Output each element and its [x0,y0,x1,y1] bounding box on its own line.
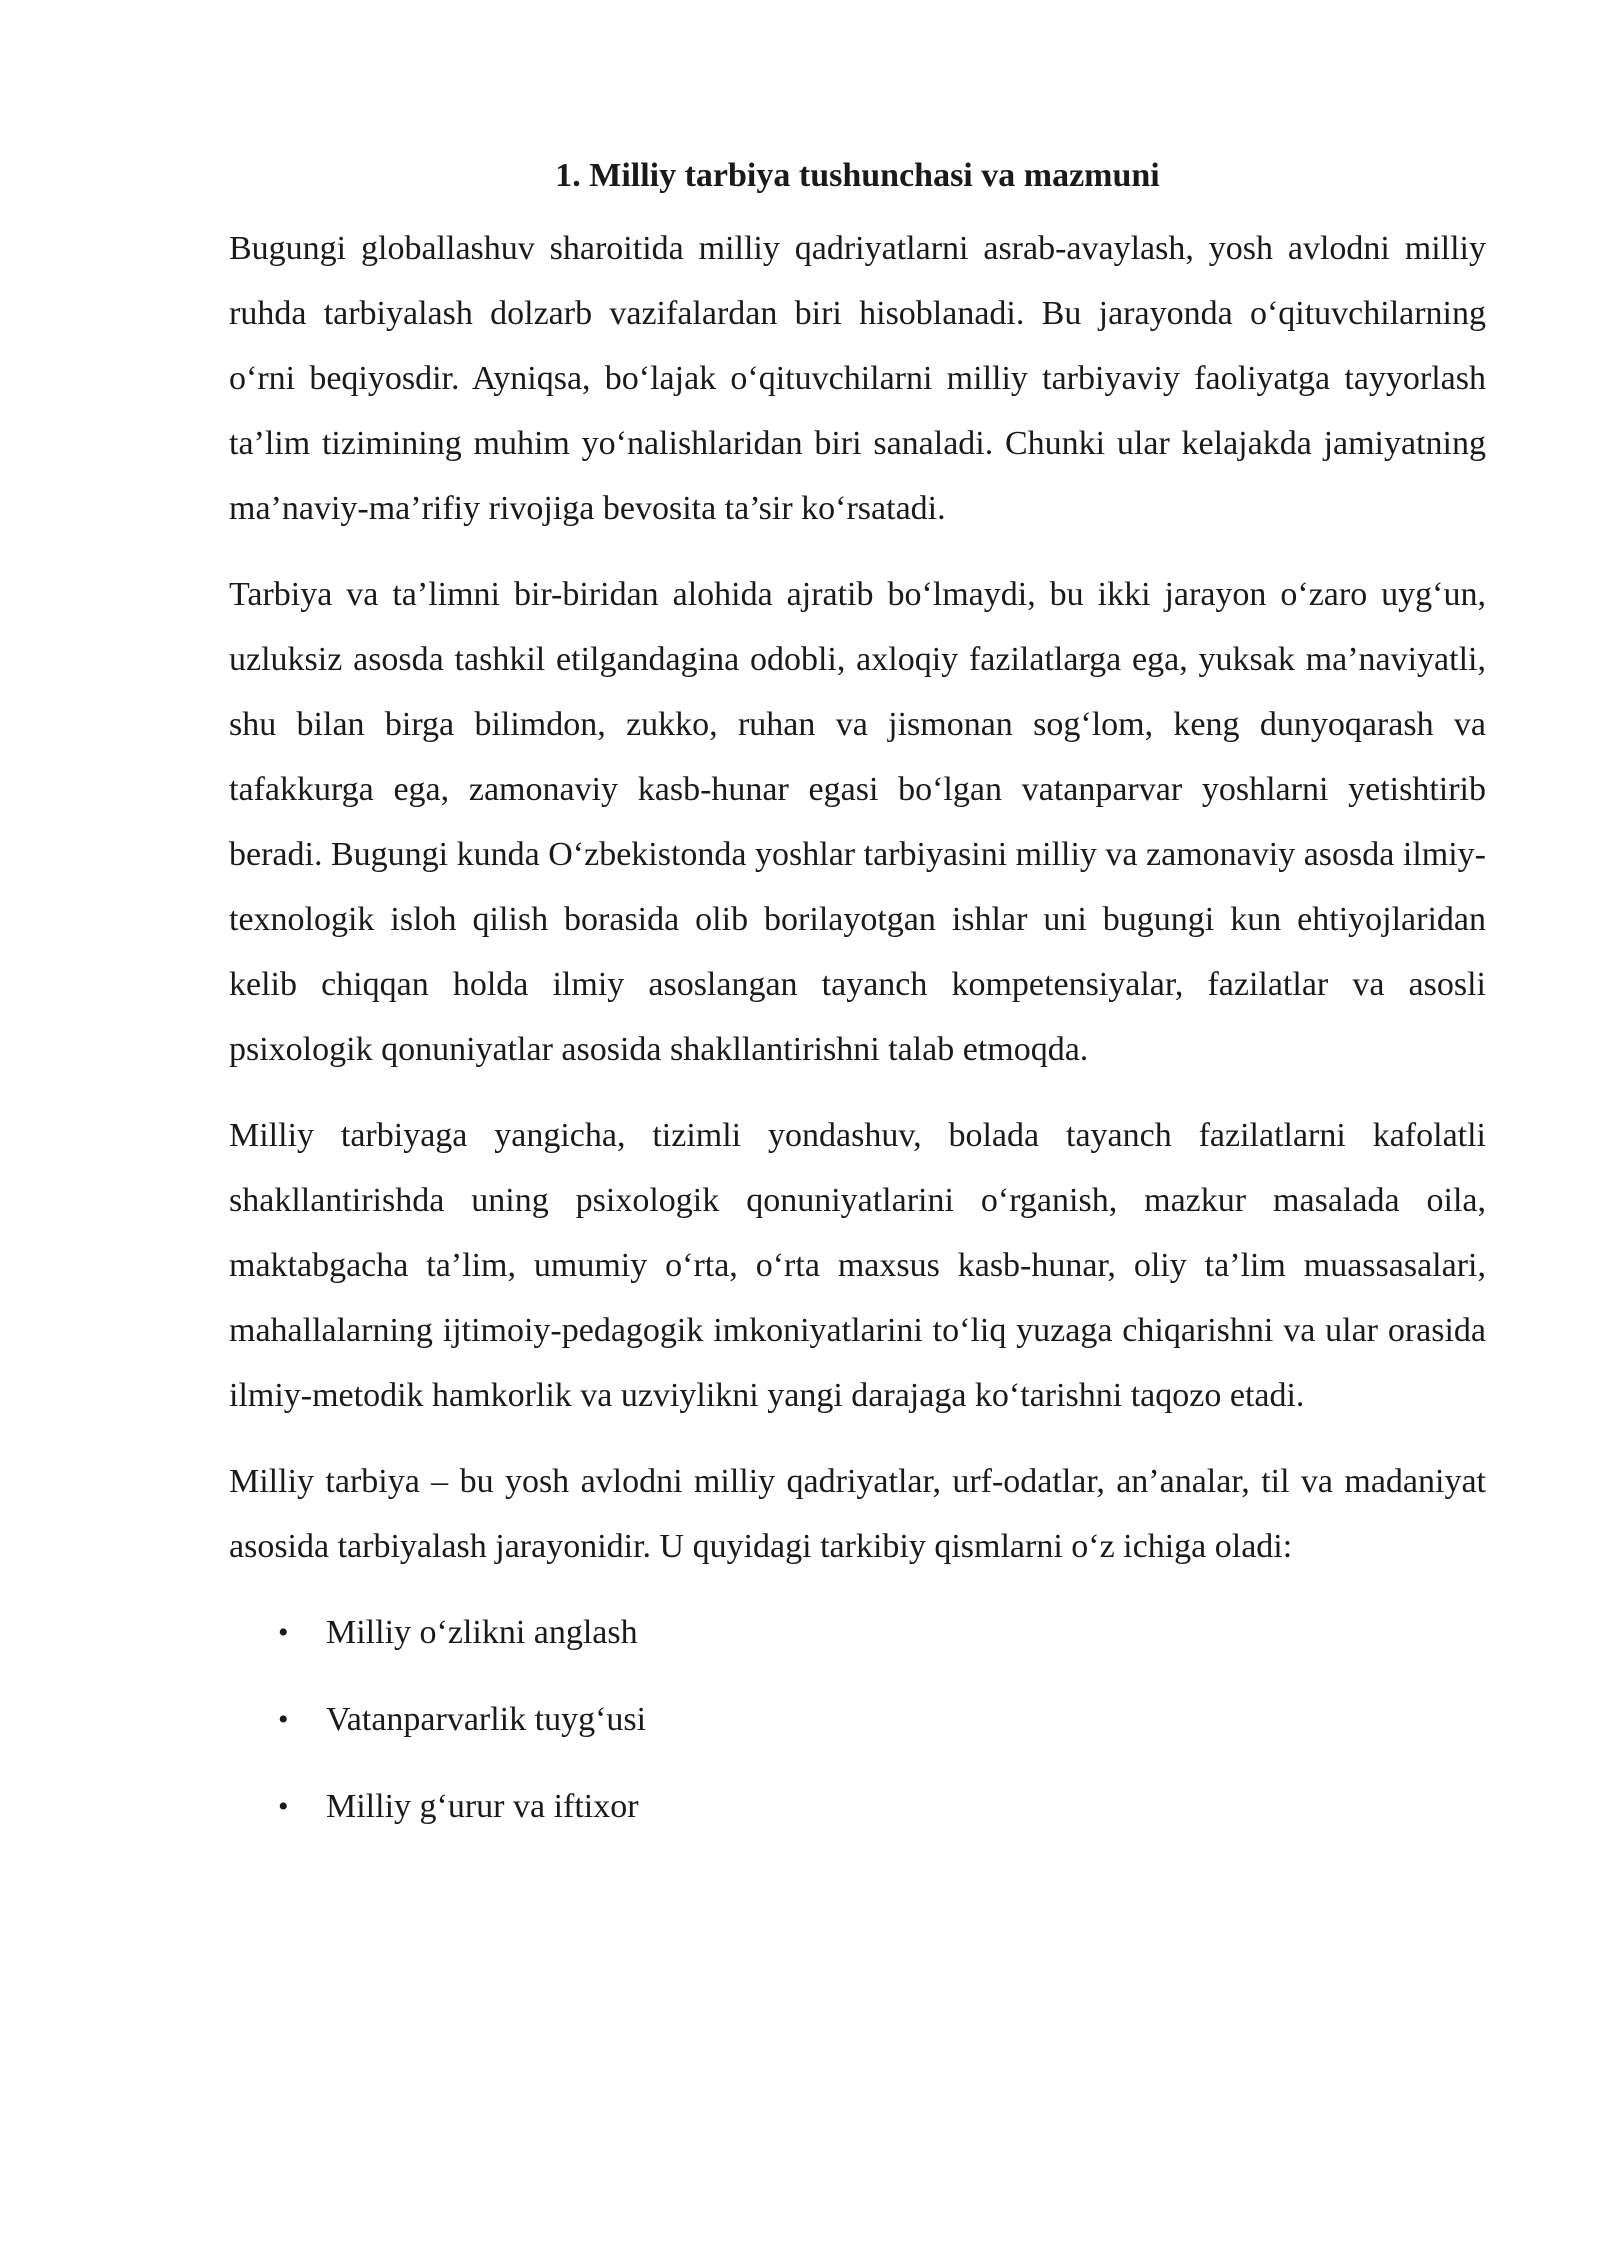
list-item [229,1600,1486,1665]
list-item [229,1687,1486,1752]
paragraph-4: Milliy tarbiya – bu yosh avlodni milliy qadriyatlar, urf-odatlar, an’analar, til va madaniyat asosida tarbiyalash jarayonidir. U quyidagi tarkibiy qismlarni o‘z ichiga oladi: [229,1463,1486,1565]
paragraph-3: Milliy tarbiyaga yangicha, tizimli yondashuv, bolada tayanch fazilatlarni kafolatli shakllantirishda uning psixologik qonuniyatlarini o‘rganish, mazkur masalada oila, maktabgacha ta’lim, umumiy o‘rta, o‘rta maxsus kasb-hunar, oliy ta’lim muassasalari, mahallalarning ijtimoiy-pedagogik imkoniyatlarini to‘liq yuzaga chiqarishni va ular orasida ilmiy-metodik hamkorlik va uzviylikni yangi darajaga ko‘tarishni taqozo etadi. [229,1117,1486,1414]
bullet-icon: • [278,1703,289,1736]
bullet-icon: • [278,1616,289,1649]
list-item-text: Vatanparvarlik tuyg‘usi [326,1701,647,1738]
paragraph-1: Bugungi globallashuv sharoitida milliy qadriyatlarni asrab-avaylash, yosh avlodni milliy ruhda tarbiyalash dolzarb vazifalardan biri hisoblanadi. Bu jarayonda o‘qituvchilarning o‘rni beqiyosdir. Ayniqsa, bo‘lajak o‘qituvchilarni milliy tarbiyaviy faoliyatga tayyorlash ta’lim tizimining muhim yo‘nalishlaridan biri sanaladi. Chunki ular kelajakda jamiyatning ma’naviy-ma’rifiy rivojiga bevosita ta’sir ko‘rsatadi. [229,230,1486,527]
list-item-text: Milliy g‘urur va iftixor [326,1788,639,1825]
list-item [229,1774,1486,1839]
list-item-text: Milliy o‘zlikni anglash [326,1614,638,1651]
section-heading: 1. Milliy tarbiya tushunchasi va mazmuni [555,157,1160,194]
document-page [229,150,1486,1861]
bullet-icon: • [278,1790,289,1823]
component-list [229,1600,1486,1839]
paragraph-2: Tarbiya va ta’limni bir-biridan alohida ajratib bo‘lmaydi, bu ikki jarayon o‘zaro uyg‘un, uzluksiz asosda tashkil etilgandagina odobli, axloqiy fazilatlarga ega, yuksak ma’naviyatli, shu bilan birga bilimdon, zukko, ruhan va jismonan sog‘lom, keng dunyoqarash va tafakkurga ega, zamonaviy kasb-hunar egasi bo‘lgan vatanparvar yoshlarni yetishtirib beradi. Bugungi kunda O‘zbekistonda yoshlar tarbiyasini milliy va zamonaviy asosda ilmiy-texnologik isloh qilish borasida olib borilayotgan ishlar uni bugungi kun ehtiyojlaridan kelib chiqqan holda ilmiy asoslangan tayanch kompetensiyalar, fazilatlar va asosli psixologik qonuniyatlar asosida shakllantirishni talab etmoqda. [229,576,1486,1068]
